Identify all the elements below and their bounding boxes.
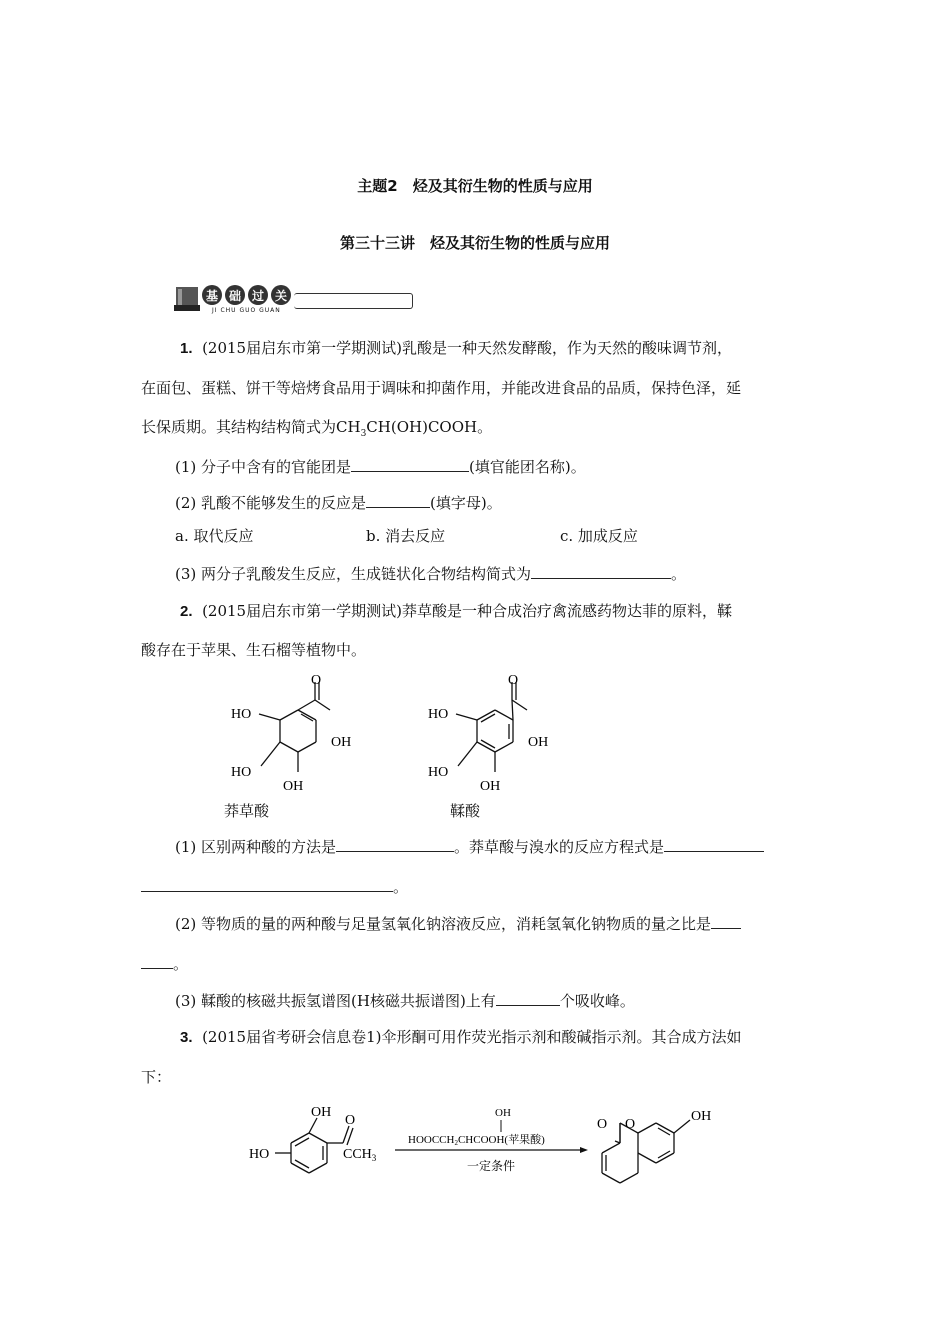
q2-sub3: (3) 鞣酸的核磁共振氢谱图(H核磁共振谱图)上有 个吸收峰。 [175, 992, 635, 1010]
q2-blank3[interactable] [141, 878, 393, 892]
shikimic-acid-label: 莽草酸 [224, 802, 270, 820]
product-oh: OH [691, 1109, 712, 1124]
q1-line1 [180, 341, 732, 356]
q1-option-a: a. 取代反应 [175, 527, 254, 545]
lecture-title: 第三十三讲 烃及其衍生物的性质与应用 [339, 234, 610, 252]
banner-char-4: 关 [271, 285, 291, 305]
reactant-ho: HO [249, 1147, 270, 1162]
q1-blank2[interactable] [366, 494, 430, 508]
tannic-acid-label: 鞣酸 [450, 802, 481, 820]
q3-number: 3. [180, 1029, 193, 1046]
q1-sub2: (2) 乳酸不能够发生的反应是 (填字母)。 [175, 494, 502, 512]
reagent-formula: HOOCCH2CHCOOH(苹果酸) [408, 1134, 545, 1147]
banner-line [294, 293, 413, 309]
q2-blank1[interactable] [336, 838, 454, 852]
atom-ho: HO [428, 707, 449, 722]
atom-ho: HO [231, 707, 252, 722]
atom-o: O [508, 673, 519, 688]
q2-sub2-cont: 。 [141, 955, 188, 972]
product-ring-o: O [625, 1117, 636, 1132]
reaction-condition: 一定条件 [467, 1159, 516, 1173]
atom-oh: OH [528, 735, 549, 750]
q1-sub3: (3) 两分子乳酸发生反应，生成链状化合物结构简式为 。 [175, 565, 687, 583]
banner-char-3: 过 [248, 285, 268, 305]
topic-title: 主题2 烃及其衍生物的性质与应用 [357, 177, 593, 195]
q2-blank2[interactable] [664, 838, 764, 852]
q2-blank6[interactable] [496, 992, 560, 1006]
q1-line3: 长保质期。其结构结构简式为$CH_3CH(OH)COOH$。 [141, 418, 493, 439]
atom-ho: HO [428, 765, 449, 780]
reagent-oh: OH [495, 1107, 511, 1119]
q1-option-c: c. 加成反应 [560, 527, 638, 545]
shikimic-acid-structure [225, 672, 370, 797]
q2-line2: 酸存在于苹果、生石榴等植物中。 [141, 641, 367, 659]
reactant-oh: OH [311, 1105, 332, 1120]
q1-blank1[interactable] [351, 458, 469, 472]
q3-text1: (2015届省考研会信息卷1)伞形酮可用作荧光指示剂和酸碱指示剂。其合成方法如 [202, 1028, 742, 1046]
section-banner [172, 283, 417, 319]
banner-char-2: 础 [225, 285, 245, 305]
atom-oh: OH [331, 735, 352, 750]
tannic-acid-structure [422, 672, 567, 797]
q2-sub2: (2) 等物质的量的两种酸与足量氢氧化钠溶液反应，消耗氢氧化钠物质的量之比是 [175, 915, 741, 932]
q3-line2: 下： [141, 1068, 172, 1086]
atom-oh: OH [283, 779, 304, 794]
book-stack-icon [172, 283, 202, 317]
banner-char-1: 基 [202, 285, 222, 305]
q1-number: 1. [180, 340, 193, 357]
q1-text1: (2015届启东市第一学期测试)乳酸是一种天然发酵酸，作为天然的酸味调节剂， [202, 339, 732, 357]
q2-sub1: (1) 区别两种酸的方法是 。莽草酸与溴水的反应方程式是 [175, 838, 764, 855]
q1-blank3[interactable] [531, 565, 671, 579]
atom-oh: OH [480, 779, 501, 794]
q2-blank4[interactable] [711, 915, 741, 929]
q2-sub1-cont: 。 [141, 878, 408, 895]
q2-text1: (2015届启东市第一学期测试)莽草酸是一种合成治疗禽流感药物达菲的原料，鞣 [202, 602, 732, 620]
reactant-o: O [345, 1113, 356, 1128]
atom-o: O [311, 673, 322, 688]
reaction-scheme [245, 1098, 745, 1198]
q2-blank5[interactable] [141, 955, 173, 969]
q1-option-b: b. 消去反应 [366, 527, 446, 545]
product-carbonyl-o: O [597, 1117, 608, 1132]
atom-ho: HO [231, 765, 252, 780]
q2-line1 [180, 604, 732, 619]
reactant-acetyl: $CCH_3$ [343, 1147, 377, 1163]
q2-number: 2. [180, 603, 193, 620]
q1-sub1: (1) 分子中含有的官能团是 (填官能团名称)。 [175, 458, 586, 476]
q3-line1 [180, 1030, 742, 1045]
q1-line2: 在面包、蛋糕、饼干等焙烤食品用于调味和抑菌作用，并能改进食品的品质，保持色泽，延 [141, 379, 742, 397]
banner-pinyin: JI CHU GUO GUAN [212, 307, 281, 314]
